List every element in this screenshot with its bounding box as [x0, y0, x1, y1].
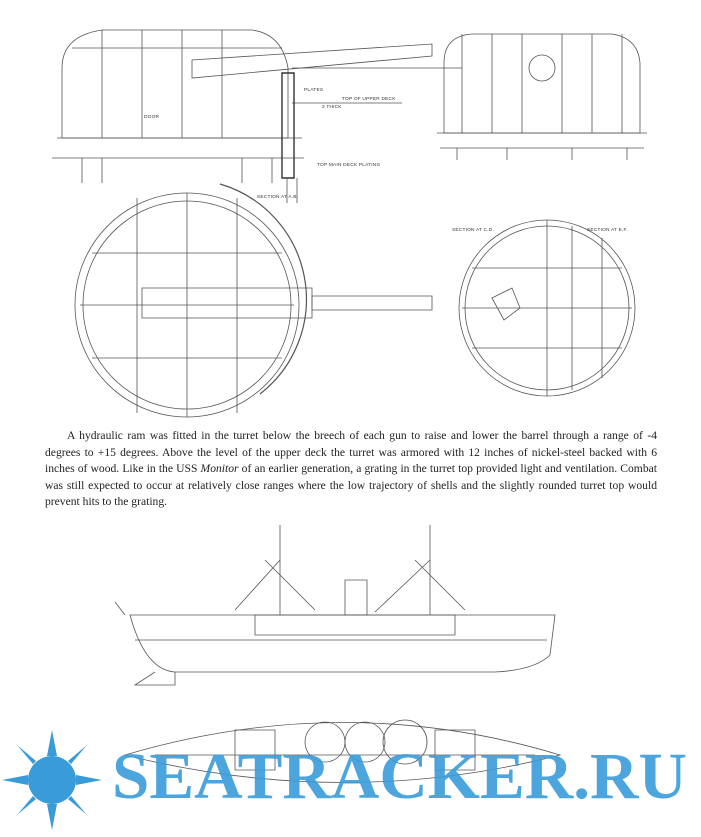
paragraph-part1: A hydraulic ram was fitted in the turret below the breech of each gun to raise and lower the barrel through a range of -4 degrees to +15 degrees. Above the level of the upper deck the turret was armored with 12 inches of nickel-steel backed with 6 inches of wood. Like in the USS [45, 429, 657, 475]
paragraph-italic: Monitor [200, 462, 239, 475]
thick-label: 2 THICK [322, 105, 342, 110]
turret-drawing [42, 8, 662, 418]
body-paragraph [45, 428, 657, 511]
paragraph-part2: of an earlier generation, a grating in the turret top provided light and ventilation. Combat was still expected to occur at relatively close ranges where the low trajectory of shells and the slightly rounded turret top would prevent hits to the grating. [45, 462, 657, 508]
seatracker-watermark [0, 728, 701, 837]
sun-logo-icon [2, 730, 102, 830]
section-ab-label: SECTION AT A.B. [257, 195, 299, 200]
door-label: DOOR [144, 115, 160, 120]
main-deck-label: TOP MAIN DECK PLATING [317, 163, 381, 168]
plates-label: PLATES [304, 88, 324, 93]
watermark-text: SEATRACKER.RU [112, 740, 687, 813]
section-cd-label: SECTION AT C.D. [452, 228, 495, 233]
top-upper-deck-label: TOP OF UPPER DECK [342, 97, 396, 102]
section-ef-label: SECTION AT E.F. [587, 228, 628, 233]
